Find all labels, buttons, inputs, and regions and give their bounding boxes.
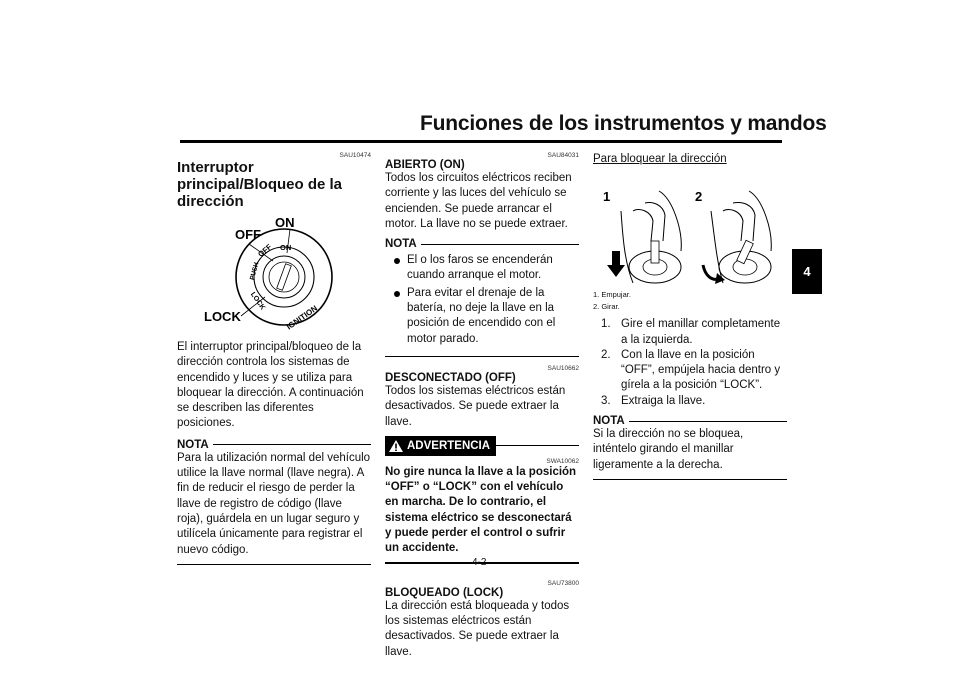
position-lock-text: La dirección está bloqueada y todos los sistemas eléctricos están desactivados. Se puede extraer la llave. [385,599,570,658]
bullet-icon [394,291,400,297]
chapter-tab[interactable]: 4 [792,249,822,294]
ref-code: SAU10474 [339,152,371,159]
note-text: Para la utilización normal del vehículo utilice la llave normal (llave negra). A fin de reducir el riesgo de perder la llave de registro de código (llave roja), guárdela en un lugar seguro y utilícela únicamente para registrar el nuevo código. [177,451,371,556]
figure-label-2: 2 [695,189,703,205]
position-lock-title: BLOQUEADO (LOCK) [385,586,504,599]
ref-code: SWA10062 [546,457,579,465]
note-header [385,238,579,250]
ref-code: SAU73800 [547,579,579,587]
page-number: 4-2 [472,557,487,568]
ring-label-lock: LOCK [248,291,266,312]
step-text: Extraiga la llave. [621,394,706,407]
note-end-rule [593,479,787,480]
warning-rule [496,445,579,446]
ring-label-on: ON [280,243,292,252]
step-number: 3. [601,394,611,407]
step-item [593,394,787,409]
note-bullet-text: El o los faros se encenderán cuando arranque el motor. [407,254,553,282]
bullet-icon [394,258,400,264]
step-text: Gire el manillar completamente a la izquierda. [621,318,781,346]
position-label-lock: LOCK [204,309,241,324]
header-rule [180,140,782,143]
page-header-title: Funciones de los instrumentos y mandos [420,112,827,135]
note-label: NOTA [385,238,417,251]
note-rule [421,244,579,245]
note-rule [213,444,371,445]
position-label-on: ON [275,215,295,230]
warning-triangle-icon [389,440,403,452]
note-label: NOTA [593,415,625,428]
note-bullet [385,253,579,284]
step-number: 2. [601,348,611,361]
note-end-rule [177,564,371,565]
lock-steering-figure [593,171,787,289]
column-3 [593,152,787,480]
step-number: 1. [601,318,611,331]
note-header [593,415,787,427]
step-item [593,348,787,394]
ring-label-off: OFF [256,242,274,259]
ref-code: SAU10662 [547,364,579,372]
figure-label-1: 1 [603,189,611,205]
position-off-title: DESCONECTADO (OFF) [385,371,516,384]
position-label-off: OFF [235,227,261,242]
step-text: Con la llave en la posición “OFF”, empújela hacia dentro y gírela a la posición “LOCK”. [621,348,781,392]
lock-steering-diagram [593,171,787,289]
ignition-switch-diagram [177,213,371,335]
warning-badge [385,436,496,456]
note-text: Si la dirección no se bloquea, inténtelo girando el manillar ligeramente a la derecha. [593,428,744,471]
intro-paragraph: El interruptor principal/bloqueo de la dirección controla los sistemas de encendido y luces y se utiliza para bloquear la dirección. A continuación se describen las diferentes posiciones. [177,341,364,430]
figure-caption: 2. Girar. [593,302,620,312]
note-header [177,439,371,451]
ref-code: SAU84031 [547,152,579,159]
ring-label-ignition: IGNITION [284,303,320,332]
warning-text: No gire nunca la llave a la posición “OFF” o “LOCK” con el vehículo en marcha. De lo contrario, el sistema eléctrico se desconectará y puede perder el control o sufrir un accidente. [385,465,577,555]
column-1 [177,152,371,565]
warning-label: ADVERTENCIA [407,439,491,452]
column-2 [385,152,579,660]
position-on-text: Todos los circuitos eléctricos reciben corriente y las luces del vehículo se encienden. Se puede arrancar el motor. La llave no se puede extraer. [385,172,572,230]
section-heading: Interruptor principal/Bloqueo de la dirección [177,159,343,210]
ignition-switch-figure [177,213,371,335]
figure-caption: 1. Empujar. [593,290,631,300]
position-off-text: Todos los sistemas eléctricos están desactivados. Se puede extraer la llave. [385,384,566,428]
note-bullet [385,286,579,347]
step-item [593,317,787,348]
note-rule [629,421,787,422]
note-label: NOTA [177,438,209,451]
lock-steering-heading[interactable]: Para bloquear la dirección [593,153,727,165]
note-bullet-text: Para evitar el drenaje de la batería, no deje la llave en la posición de encendido con el motor parado. [407,286,556,345]
ring-label-push: PUSH [248,261,261,281]
note-end-rule [385,356,579,357]
warning-header [385,436,579,456]
push-arrow-icon [612,251,620,265]
position-on-title: ABIERTO (ON) [385,159,465,171]
